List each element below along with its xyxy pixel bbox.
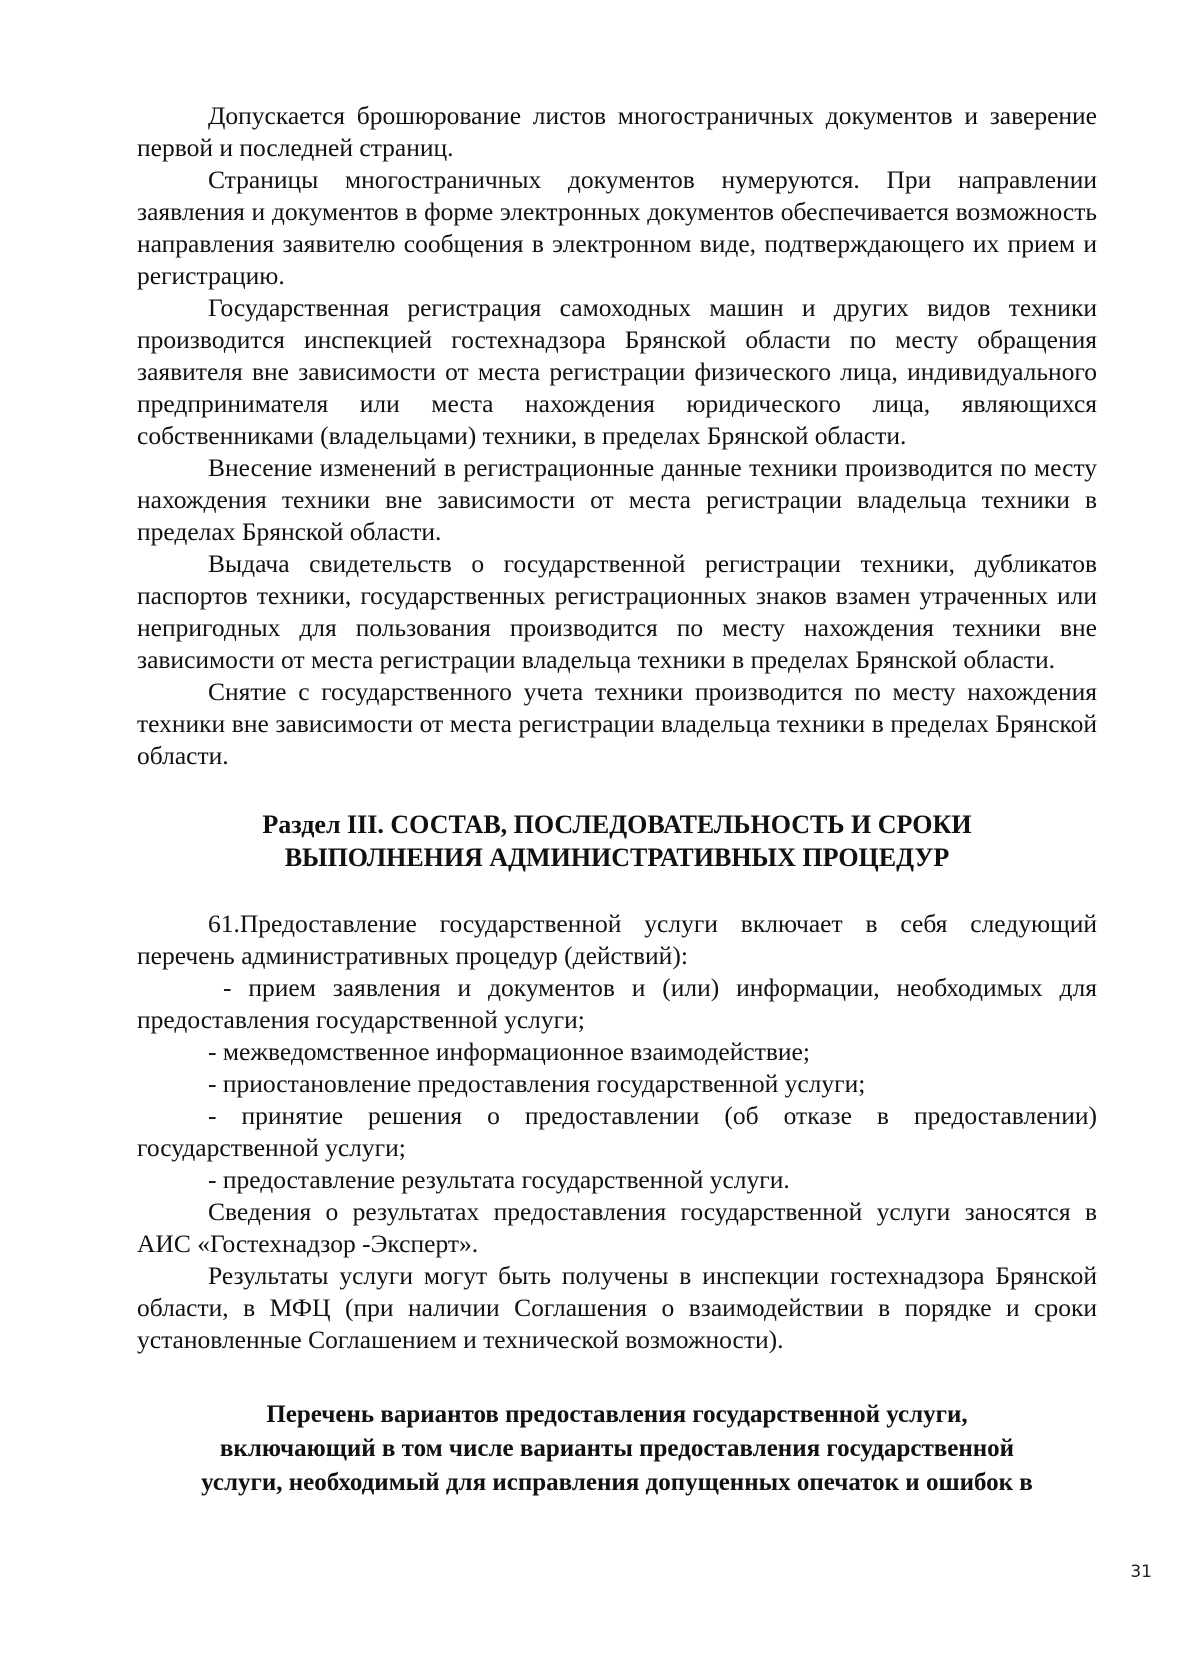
- variants-heading-line-2: включающий в том числе варианты предоставления государственной: [219, 1435, 1015, 1462]
- variants-heading-line-1: Перечень вариантов предоставления государственной услуги,: [266, 1401, 968, 1428]
- procedure-list-item: - предоставление результата государственной услуги.: [208, 1165, 790, 1194]
- section-3-heading-line-2: ВЫПОЛНЕНИЯ АДМИНИСТРАТИВНЫХ ПРОЦЕДУР: [284, 843, 950, 872]
- section-3-heading-line-1: Раздел III. СОСТАВ, ПОСЛЕДОВАТЕЛЬНОСТЬ И СРОКИ: [262, 810, 972, 839]
- paragraph-state-registration: Государственная регистрация самоходных машин и других видов техники производится инспекцией гостехнадзора Брянской области по месту обращения заявителя вне зависимости от места регистрации физического лица, индивидуального предпринимателя или места нахождения юридического лица, являющихся собственниками (владельцами) техники, в пределах Брянской области.: [137, 293, 1097, 450]
- procedure-list-item: - прием заявления и документов и (или) информации, необходимых для предоставления государственной услуги;: [137, 973, 1097, 1034]
- variants-heading: [137, 1398, 1097, 1500]
- paragraph-results-info: Сведения о результатах предоставления государственной услуги заносятся в АИС «Гостехнадзор -Эксперт».: [137, 1197, 1097, 1258]
- procedure-list-item: - принятие решения о предоставлении (об отказе в предоставлении) государственной услуги;: [137, 1101, 1097, 1162]
- page-number: 31: [1130, 1562, 1152, 1582]
- paragraph-binding: Допускается брошюрование листов многостраничных документов и заверение первой и последней страниц.: [137, 101, 1097, 162]
- procedure-list-item: - приостановление предоставления государственной услуги;: [208, 1069, 866, 1098]
- paragraph-results-obtain: Результаты услуги могут быть получены в инспекции гостехнадзора Брянской области, в МФЦ (при наличии Соглашения о взаимодействии в порядке и сроки установленные Соглашением и технической возможности).: [137, 1261, 1097, 1354]
- paragraph-page-numbering: Страницы многостраничных документов нумеруются. При направлении заявления и документов в форме электронных документов обеспечивается возможность направления заявителю сообщения в электронном виде, подтверждающего их прием и регистрацию.: [137, 165, 1097, 290]
- procedure-list-item: - межведомственное информационное взаимодействие;: [208, 1037, 810, 1066]
- section-3-heading: [137, 808, 1097, 874]
- paragraph-registration-changes: Внесение изменений в регистрационные данные техники производится по месту нахождения техники вне зависимости от места регистрации владельца техники в пределах Брянской области.: [137, 453, 1097, 546]
- variants-heading-line-3: услуги, необходимый для исправления допущенных опечаток и ошибок в: [201, 1469, 1033, 1496]
- page-content: [137, 100, 1097, 1500]
- item-61-intro: 61.Предоставление государственной услуги включает в себя следующий перечень административных процедур (действий):: [137, 909, 1097, 970]
- paragraph-deregistration: Снятие с государственного учета техники производится по месту нахождения техники вне зависимости от места регистрации владельца техники в пределах Брянской области.: [137, 677, 1097, 770]
- paragraph-certificate-issue: Выдача свидетельств о государственной регистрации техники, дубликатов паспортов техники, государственных регистрационных знаков взамен утраченных или непригодных для пользования производится по месту нахождения техники вне зависимости от места регистрации владельца техники в пределах Брянской области.: [137, 549, 1097, 674]
